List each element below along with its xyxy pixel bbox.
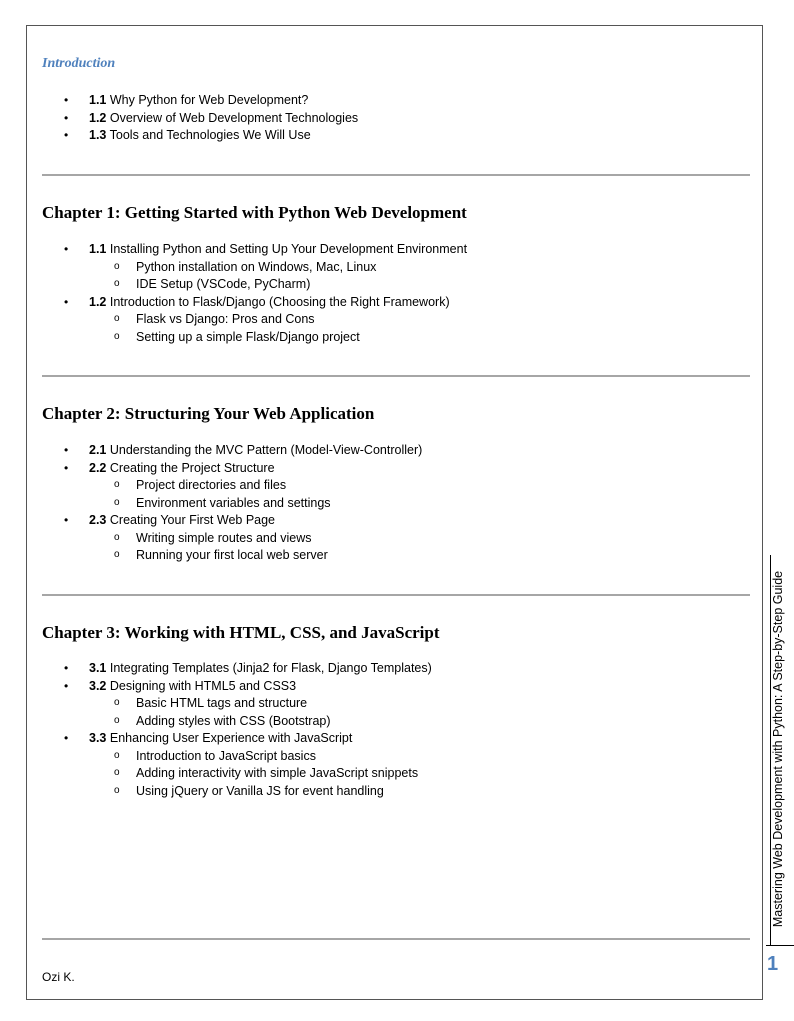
toc-subitem: o Running your first local web server xyxy=(42,547,422,565)
toc-item-number: 1.2 xyxy=(89,110,107,125)
toc-item-number: 1.1 xyxy=(89,93,107,107)
toc-item-text: Introduction to Flask/Django (Choosing the Right Framework) xyxy=(109,294,450,309)
toc-item-number: 2.1 xyxy=(89,443,107,457)
toc-item-number: 3.1 xyxy=(89,661,107,675)
toc-item xyxy=(42,110,358,128)
toc-item-number: 1.2 xyxy=(89,294,107,309)
toc-subitem: o Flask vs Django: Pros and Cons xyxy=(42,311,467,329)
toc-item-text: Understanding the MVC Pattern (Model-View-Controller) xyxy=(109,443,423,457)
toc-item-text: Tools and Technologies We Will Use xyxy=(109,128,311,142)
toc-subitem: o Adding styles with CSS (Bootstrap) xyxy=(42,713,432,731)
toc-item xyxy=(42,660,432,678)
toc-item-text: Creating the Project Structure xyxy=(109,460,275,475)
toc-item-number: 3.2 xyxy=(89,678,107,693)
toc-subitem: o Environment variables and settings xyxy=(42,495,422,513)
toc-subitem: o Introduction to JavaScript basics xyxy=(42,748,432,766)
toc-subitem: o Adding interactivity with simple JavaScript snippets xyxy=(42,765,432,783)
toc-subitem: o Writing simple routes and views xyxy=(42,530,422,548)
toc-item xyxy=(42,241,467,259)
toc-item-number: 3.3 xyxy=(89,731,107,745)
toc-item xyxy=(42,512,422,530)
toc-item-text: Enhancing User Experience with JavaScript xyxy=(109,731,353,745)
section-divider xyxy=(42,594,750,596)
toc-item-text: Installing Python and Setting Up Your Development Environment xyxy=(109,242,468,256)
side-tick-line xyxy=(766,945,794,946)
toc-item-text: Creating Your First Web Page xyxy=(109,513,276,527)
chapter-1-heading: Chapter 1: Getting Started with Python Web Development xyxy=(42,203,467,222)
introduction-heading: Introduction xyxy=(42,56,116,71)
toc-item-number: 1.1 xyxy=(89,242,107,256)
toc-item-number: 1.3 xyxy=(89,128,107,142)
toc-subitem: o Project directories and files xyxy=(42,477,422,495)
toc-subitem: o Setting up a simple Flask/Django project xyxy=(42,329,467,347)
footer-divider xyxy=(42,938,750,940)
chapter-1-list xyxy=(42,241,467,346)
chapter-3-list xyxy=(42,660,432,800)
toc-item xyxy=(42,92,358,110)
section-divider xyxy=(42,375,750,377)
toc-subitem: o IDE Setup (VSCode, PyCharm) xyxy=(42,276,467,294)
page-number: 1 xyxy=(767,953,779,975)
introduction-list xyxy=(42,92,358,145)
toc-item xyxy=(42,294,467,312)
side-book-title: Mastering Web Development with Python: A Step-by-Step Guide xyxy=(771,570,785,928)
footer-author: Ozi K. xyxy=(42,970,75,984)
chapter-2-heading: Chapter 2: Structuring Your Web Application xyxy=(42,404,375,423)
toc-item xyxy=(42,730,432,748)
toc-item xyxy=(42,460,422,478)
chapter-2-list xyxy=(42,442,422,565)
toc-item xyxy=(42,127,358,145)
section-divider xyxy=(42,174,750,176)
toc-item-text: Integrating Templates (Jinja2 for Flask, Django Templates) xyxy=(109,661,432,675)
chapter-3-heading: Chapter 3: Working with HTML, CSS, and JavaScript xyxy=(42,623,440,642)
toc-subitem: o Python installation on Windows, Mac, Linux xyxy=(42,259,467,277)
toc-item xyxy=(42,442,422,460)
toc-item-number: 2.3 xyxy=(89,513,107,527)
toc-subitem: o Basic HTML tags and structure xyxy=(42,695,432,713)
toc-subitem: o Using jQuery or Vanilla JS for event handling xyxy=(42,783,432,801)
toc-item-number: 2.2 xyxy=(89,460,107,475)
toc-item-text: Overview of Web Development Technologies xyxy=(109,110,359,125)
toc-item-text: Designing with HTML5 and CSS3 xyxy=(109,678,297,693)
toc-item-text: Why Python for Web Development? xyxy=(109,93,309,107)
toc-item xyxy=(42,678,432,696)
